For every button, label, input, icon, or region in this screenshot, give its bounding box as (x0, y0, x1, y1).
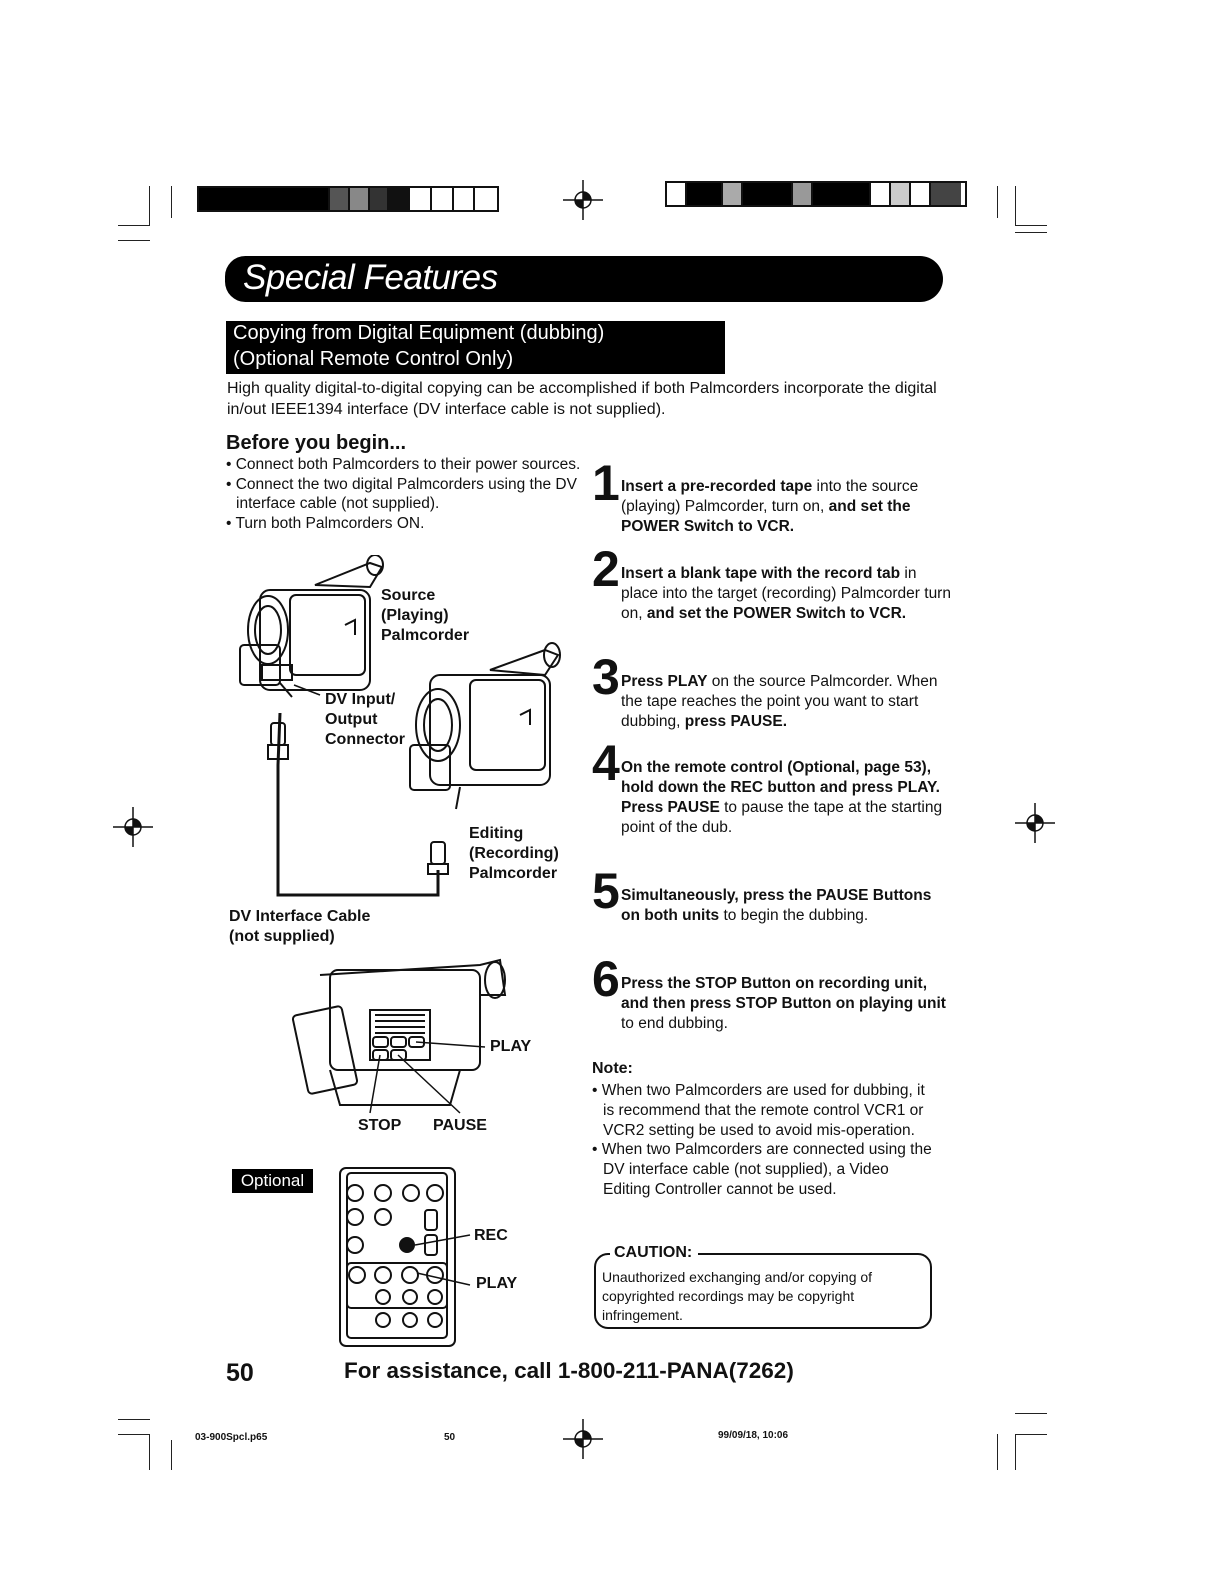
slug-file: 03-900Spcl.p65 (195, 1432, 268, 1443)
caution-text: Unauthorized exchanging and/or copying of copyrighted recordings may be copyright infringement. (602, 1269, 873, 1323)
list-item: • Connect the two digital Palmcorders using the DV interface cable (not supplied). (226, 475, 577, 512)
before-you-begin-list (226, 455, 586, 533)
intro-paragraph: High quality digital-to-digital copying can be accomplished if both Palmcorders incorporate the digital in/out IEEE1394 interface (DV interface cable is not supplied). (227, 380, 937, 418)
step-number: 4 (592, 735, 620, 791)
note-list (592, 1081, 937, 1200)
step-number: 1 (592, 455, 620, 511)
remote-control-diagram (335, 1165, 535, 1350)
page-number: 50 (226, 1359, 254, 1387)
step-number: 2 (592, 541, 620, 597)
editing-camcorder-illustration (410, 643, 560, 809)
step-number: 5 (592, 863, 620, 919)
label-rec: REC (474, 1227, 508, 1244)
source-camcorder-illustration (240, 555, 383, 697)
label-source: Source (Playing) Palmcorder (381, 587, 470, 644)
registration-mark-icon (1015, 803, 1055, 843)
label-stop: STOP (358, 1117, 402, 1134)
registration-mark-icon (113, 807, 153, 847)
slug-page: 50 (444, 1432, 456, 1443)
caution-title: CAUTION: (610, 1244, 698, 1262)
label-dv-connector: DV Input/ Output Connector (325, 691, 405, 748)
subsection-title-line2: (Optional Remote Control Only) (233, 348, 514, 370)
list-item: • When two Palmcorders are connected using the DV interface cable (not supplied), a Video Editing Controller cannot be used. (592, 1141, 932, 1198)
label-remote-play: PLAY (476, 1275, 518, 1292)
color-bar-left (197, 186, 499, 212)
color-bar-right (665, 181, 967, 207)
list-item: • When two Palmcorders are used for dubbing, it is recommend that the remote control VCR1 or VCR2 setting be used to avoid mis-operation. (592, 1082, 925, 1139)
assistance-line: For assistance, call 1-800-211-PANA(7262) (344, 1358, 794, 1383)
step-number: 3 (592, 649, 620, 705)
subsection-title-line1: Copying from Digital Equipment (dubbing) (233, 322, 605, 344)
optional-tag: Optional (232, 1169, 313, 1193)
label-play: PLAY (490, 1038, 532, 1055)
list-item: • Connect both Palmcorders to their power sources. (226, 456, 581, 473)
registration-mark-icon (563, 1419, 603, 1459)
step-number: 6 (592, 951, 620, 1007)
before-you-begin-heading: Before you begin... (226, 432, 407, 454)
label-pause: PAUSE (433, 1117, 487, 1134)
slug-date: 99/09/18, 10:06 (718, 1430, 789, 1441)
label-dv-cable: DV Interface Cable (not supplied) (229, 908, 371, 945)
list-item: • Turn both Palmcorders ON. (226, 514, 425, 532)
section-title: Special Features (243, 258, 498, 297)
registration-mark-icon (563, 180, 603, 220)
note-title: Note: (592, 1060, 633, 1077)
label-editing: Editing (Recording) Palmcorder (469, 825, 559, 882)
